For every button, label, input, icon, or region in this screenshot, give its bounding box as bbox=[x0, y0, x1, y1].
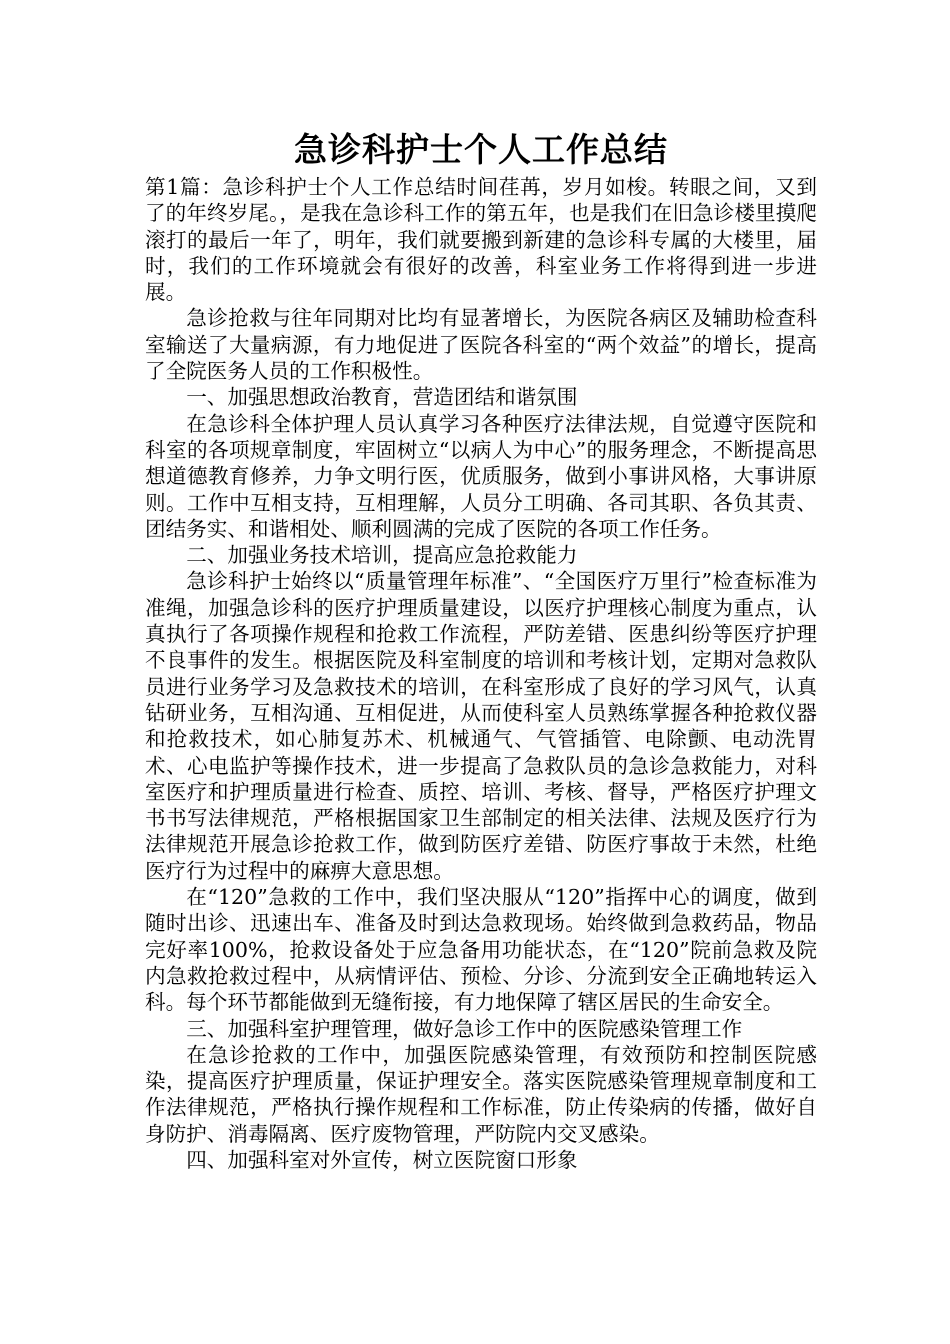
document-title: 急诊科护士个人工作总结 bbox=[294, 130, 668, 169]
document-page bbox=[145, 128, 817, 1173]
section-heading: 二、加强业务技术培训，提高应急抢救能力 bbox=[186, 543, 578, 568]
paragraph: 在“120”急救的工作中，我们坚决服从“120”指挥中心的调度，做到随时出诊、迅速出车、准备及时到达急救现场。始终做到急救药品，物品完好率100%，抢救设备处于应急备用功能状态，在“120”院前急救及院内急救抢救过程中，从病情评估、预检、分诊、分流到安全正确地转运入科。每个环节都能做到无缝衔接，有力地保障了辖区居民的生命安全。 bbox=[145, 885, 817, 1015]
paragraph: 急诊科护士始终以“质量管理年标准”、“全国医疗万里行”检查标准为准绳，加强急诊科的医疗护理质量建设，以医疗护理核心制度为重点，认真执行了各项操作规程和抢救工作流程，严防差错、医患纠纷等医疗护理不良事件的发生。根据医院及科室制度的培训和考核计划，定期对急救队员进行业务学习及急救技术的培训，在科室形成了良好的学习风气，认真钻研业务，互相沟通、互相促进，从而使科室人员熟练掌握各种抢救仪器和抢救技术，如心肺复苏术、机械通气、气管插管、电除颤、电动洗胃术、心电监护等操作技术，进一步提高了急救队员的急诊急救能力，对科室医疗和护理质量进行检查、质控、培训、考核、督导，严格医疗护理文书书写法律规范，严格根据国家卫生部制定的相关法律、法规及医疗行为法律规范开展急诊抢救工作，做到防医疗差错、防医疗事故于未然，杜绝医疗行为过程中的麻痹大意思想。 bbox=[145, 569, 817, 883]
section-heading: 一、加强思想政治教育，营造团结和谐氛围 bbox=[186, 385, 578, 410]
section-heading: 四、加强科室对外宣传，树立医院窗口形象 bbox=[186, 1147, 578, 1172]
paragraph: 在急诊科全体护理人员认真学习各种医疗法律法规，自觉遵守医院和科室的各项规章制度，牢固树立“以病人为中心”的服务理念，不断提高思想道德教育修养，力争文明行医，优质服务，做到小事讲风格，大事讲原则。工作中互相支持，互相理解，人员分工明确、各司其职、各负其责、团结务实、和谐相处、顺利圆满的完成了医院的各项工作任务。 bbox=[145, 411, 817, 541]
paragraph-intro: 第1篇：急诊科护士个人工作总结时间荏苒，岁月如梭。转眼之间，又到了的年终岁尾。，是我在急诊科工作的第五年，也是我们在旧急诊楼里摸爬滚打的最后一年了，明年，我们就要搬到新建的急诊科专属的大楼里，届时，我们的工作环境就会有很好的改善，科室业务工作将得到进一步进展。 bbox=[145, 175, 817, 305]
paragraph: 急诊抢救与往年同期对比均有显著增长，为医院各病区及辅助检查科室输送了大量病源，有力地促进了医院各科室的“两个效益”的增长，提高了全院医务人员的工作积极性。 bbox=[145, 306, 817, 384]
paragraph: 在急诊抢救的工作中，加强医院感染管理，有效预防和控制医院感染，提高医疗护理质量，保证护理安全。落实医院感染管理规章制度和工作法律规范，严格执行操作规程和工作标准，防止传染病的传播，做好自身防护、消毒隔离、医疗废物管理，严防院内交叉感染。 bbox=[145, 1042, 817, 1146]
section-heading: 三、加强科室护理管理，做好急诊工作中的医院感染管理工作 bbox=[186, 1016, 743, 1041]
